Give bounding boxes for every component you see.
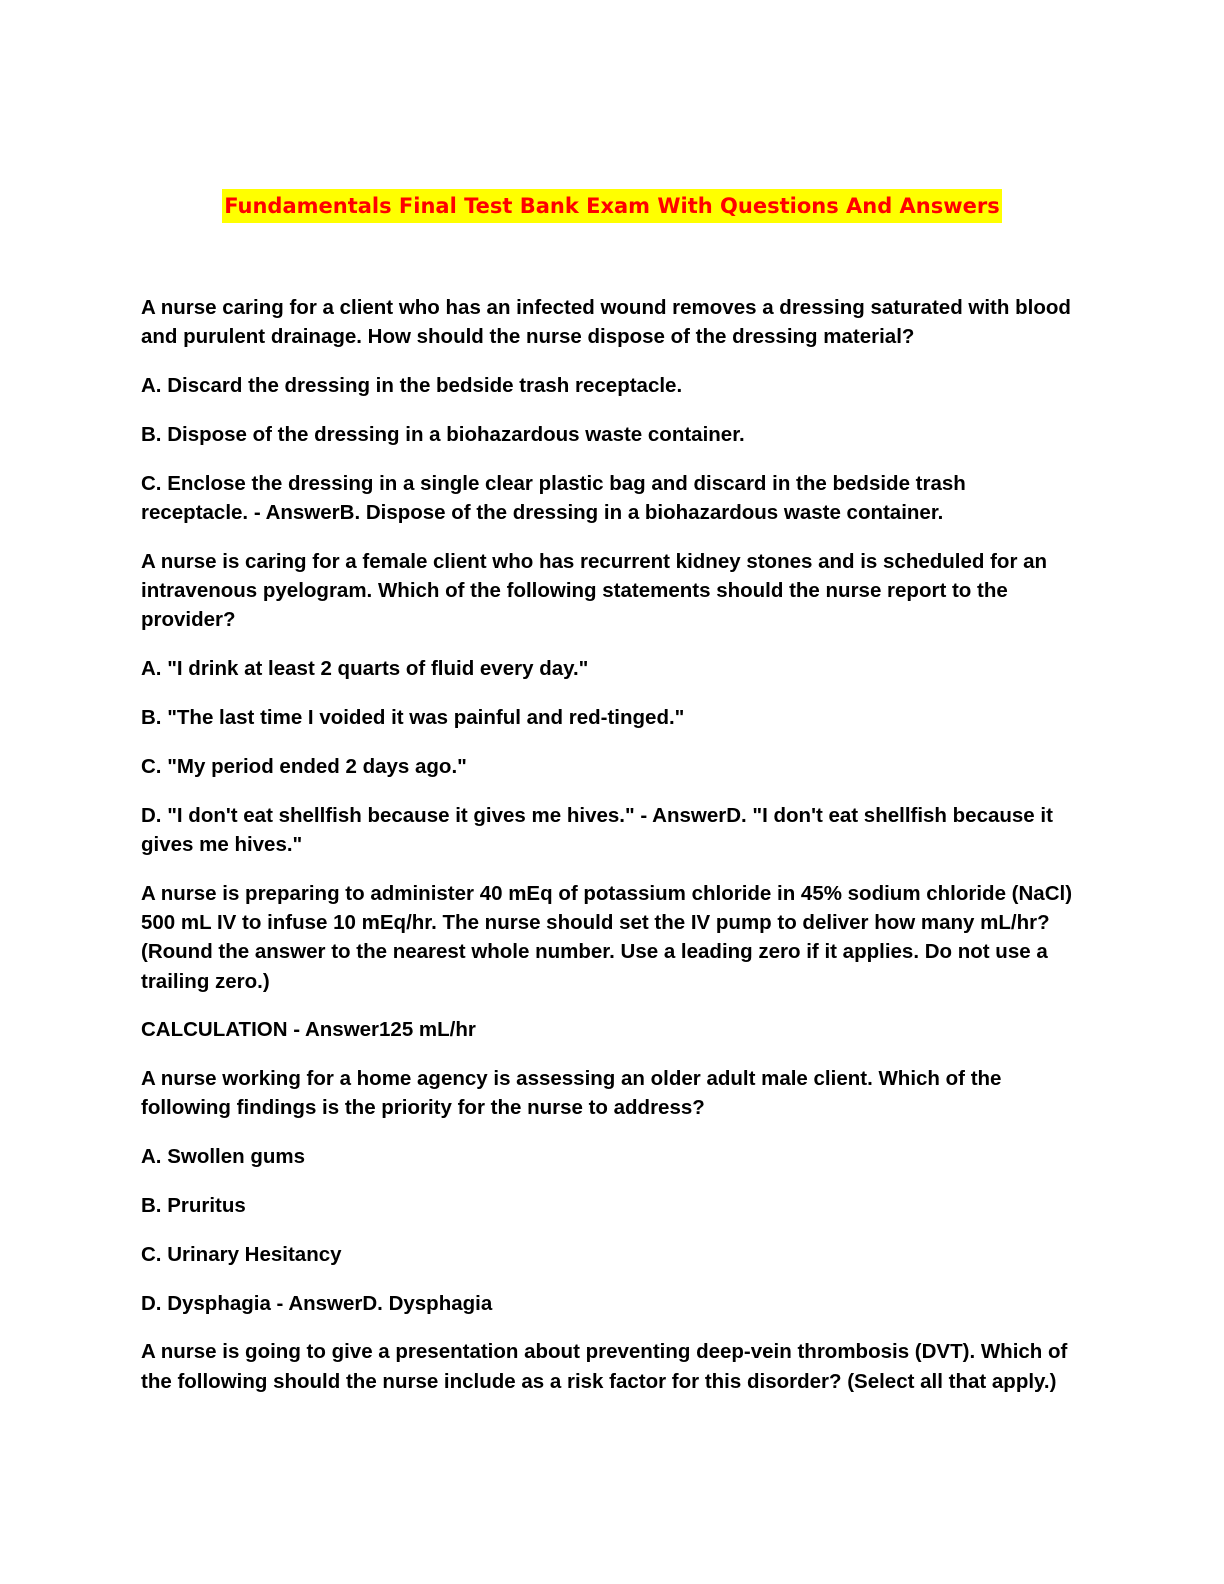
question-4-option-a: A. Swollen gums — [141, 1145, 306, 1169]
question-3-stem: A nurse is preparing to administer 40 mEq of potassium chloride in 45% sodium chloride (NaCl) 500 mL IV to infuse 10 mEq/hr. The nurse should set the IV pump to deliver how many mL/hr? (Round the answer to the nearest whole number. Use a leading zero if it applies. Do not use a trailing zero.) — [141, 881, 1073, 993]
question-4-option-c: C. Urinary Hesitancy — [141, 1242, 342, 1266]
question-4-stem: A nurse working for a home agency is assessing an older adult male client. Which of the following findings is the priority for the nurse to address? — [141, 1067, 1002, 1120]
question-1-stem: A nurse caring for a client who has an infected wound removes a dressing saturated with blood and purulent drainage. How should the nurse dispose of the dressing material? — [141, 296, 1071, 349]
question-4-option-b: B. Pruritus — [141, 1194, 246, 1218]
question-4-option-d-answer: D. Dysphagia - AnswerD. Dysphagia — [141, 1291, 493, 1315]
question-2-option-d-answer: D. "I don't eat shellfish because it gives me hives." - AnswerD. "I don't eat shellfish because it gives me hives." — [141, 803, 1053, 856]
document-body — [141, 293, 1076, 1416]
title-container — [0, 189, 1224, 223]
question-2-option-b: B. "The last time I voided it was painful and red-tinged." — [141, 705, 685, 729]
question-3-answer: CALCULATION - Answer125 mL/hr — [141, 1018, 476, 1042]
question-5-stem: A nurse is going to give a presentation about preventing deep-vein thrombosis (DVT). Which of the following should the nurse include as a risk factor for this disorder? (Select all that apply.) — [141, 1340, 1068, 1393]
document-title: Fundamentals Final Test Bank Exam With Questions And Answers — [222, 189, 1002, 223]
question-1-option-b: B. Dispose of the dressing in a biohazardous waste container. — [141, 422, 745, 446]
question-2-stem: A nurse is caring for a female client who has recurrent kidney stones and is scheduled for an intravenous pyelogram. Which of the following statements should the nurse report to the provider? — [141, 549, 1048, 632]
question-1-option-a: A. Discard the dressing in the bedside trash receptacle. — [141, 374, 683, 398]
question-1-option-c-answer: C. Enclose the dressing in a single clear plastic bag and discard in the bedside trash receptacle. - AnswerB. Dispose of the dressing in a biohazardous waste container. — [141, 471, 966, 524]
question-2-option-c: C. "My period ended 2 days ago." — [141, 754, 467, 778]
question-2-option-a: A. "I drink at least 2 quarts of fluid every day." — [141, 657, 589, 681]
